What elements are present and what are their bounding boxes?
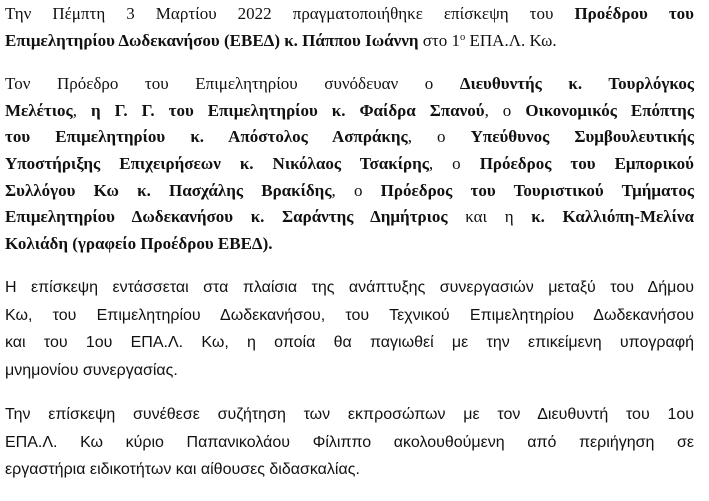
- bold-text-run: η Γ. Γ. του Επιμελητηρίου κ. Φαίδρα Σπανού: [90, 100, 485, 120]
- text-run: , ο: [331, 180, 381, 200]
- document-body: [5, 1, 694, 501]
- text-line: Κω, του Επιμελητηρίου Δωδεκανήσου, του Τεχνικού Επιμελητηρίου Δωδεκανήσου: [5, 306, 694, 324]
- bold-text-run: Διευθυντής κ. Τουρλόγκος: [459, 74, 694, 94]
- text-line: [5, 151, 694, 178]
- text-line: και του 1ου ΕΠΑ.Λ. Κω, η οποία θα παγιωθεί με την επικείμενη υπογραφή: [5, 334, 694, 352]
- text-line: [5, 178, 694, 205]
- text-line: μνημονίου συνεργασίας.: [5, 361, 178, 379]
- text-run: , ο: [407, 127, 471, 147]
- text-line: [5, 1, 694, 28]
- text-line: εργαστήρια ειδικοτήτων και αίθουσες διδασκαλίας.: [5, 461, 360, 479]
- bold-text-run: Επιμελητηρίου Δωδεκανήσου (ΕΒΕΔ) κ. Πάππου Ιωάννη: [5, 30, 419, 50]
- text-run: , ο: [428, 153, 480, 173]
- text-line: Την επίσκεψη συνέθεσε συζήτηση των εκπροσώπων με τον Διευθυντή του 1ου: [5, 406, 694, 424]
- text-run: ,: [72, 100, 91, 120]
- text-run: ΕΠΑ.Λ. Κω.: [465, 30, 557, 50]
- text-run: Την Πέμπτη 3 Μαρτίου 2022 πραγματοποιήθηκε επίσκεψη του: [5, 4, 575, 23]
- text-run: Τον Πρόεδρο του Επιμελητηρίου συνόδευαν ο: [5, 74, 460, 94]
- bold-text-run: Οικονομικός Επόπτης: [525, 100, 694, 120]
- bold-text-run: Συλλόγου Κω κ. Πασχάλης Βρακίδης: [5, 180, 332, 200]
- text-line: [5, 204, 694, 231]
- bold-text-run: Υποστήριξης Επιχειρήσεων κ. Νικόλαος Τσακίρης: [5, 153, 429, 173]
- bold-text-run: Πρόεδρος του Τουριστικού Τμήματος: [380, 180, 694, 200]
- paragraph-cooperation: [5, 274, 694, 384]
- text-run: και η: [447, 207, 532, 227]
- text-line: [5, 231, 694, 258]
- bold-text-run: κ. Καλλιόπη-Μελίνα: [531, 207, 694, 227]
- bold-text-run: Προέδρου του: [574, 4, 694, 23]
- paragraph-discussion: [5, 401, 694, 484]
- text-line: [5, 98, 694, 125]
- paragraph-visit-announcement: [5, 1, 694, 54]
- text-line: [5, 71, 694, 98]
- text-run: , ο: [484, 100, 526, 120]
- ordinal-superscript: ο: [459, 31, 466, 43]
- bold-text-run: Κολιάδη (γραφείο Προέδρου ΕΒΕΔ).: [5, 233, 273, 253]
- bold-text-run: Επιμελητηρίου Δωδεκανήσου κ. Σαράντης Δημήτριος: [5, 207, 448, 227]
- text-line: [5, 28, 694, 55]
- text-line: Η επίσκεψη εντάσσεται στα πλαίσια της ανάπτυξης συνεργασιών μεταξύ του Δήμου: [5, 279, 694, 297]
- text-line: ΕΠΑ.Λ. Κω κύριο Παπανικολάου Φίλιππο ακολουθούμενη από περιήγηση σε: [5, 433, 694, 451]
- bold-text-run: του Επιμελητηρίου κ. Απόστολος Ασπράκης: [5, 127, 408, 147]
- text-line: [5, 124, 694, 151]
- paragraph-delegation: [5, 71, 694, 257]
- text-run: στο 1: [418, 30, 460, 50]
- bold-text-run: Μελέτιος: [5, 100, 73, 120]
- bold-text-run: Υπεύθυνος Συμβουλευτικής: [470, 127, 694, 147]
- bold-text-run: Πρόεδρος του Εμπορικού: [479, 153, 694, 173]
